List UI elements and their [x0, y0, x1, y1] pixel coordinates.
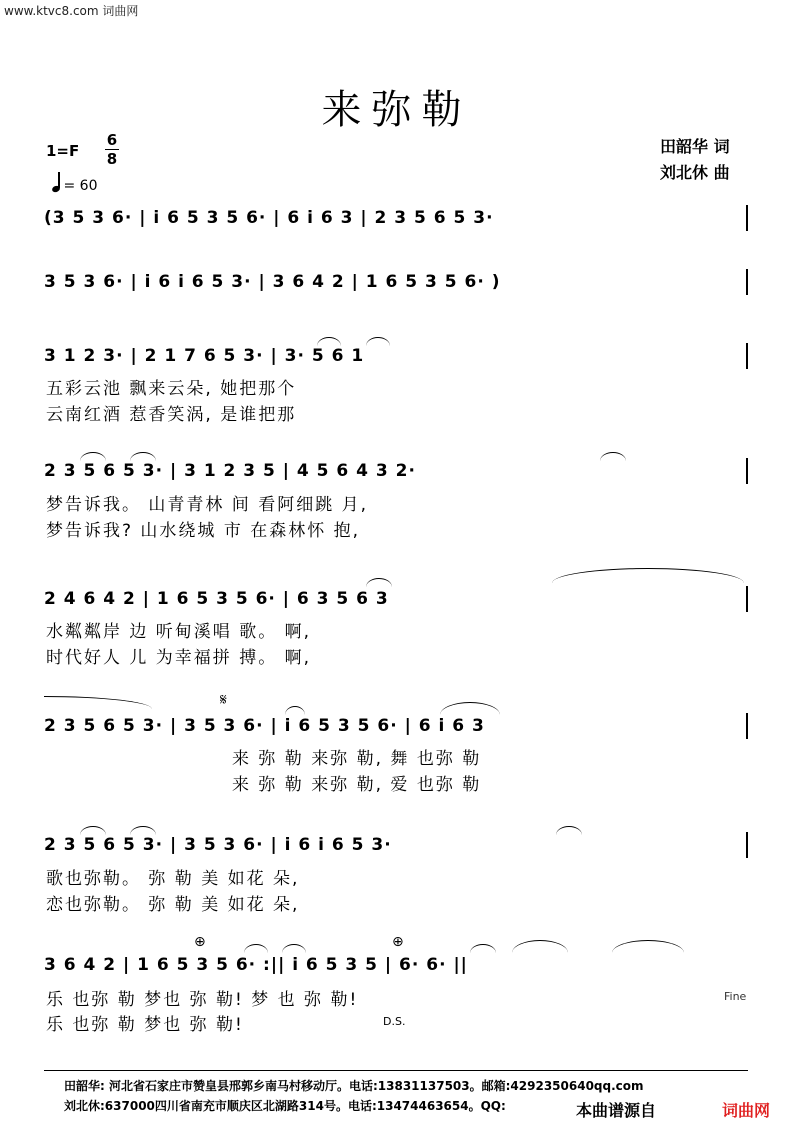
barline [746, 586, 748, 612]
lyric-row-7-verse-2: 恋也弥勒。 弥 勒 美 如花 朵, [46, 895, 300, 915]
fine-marking: Fine [724, 990, 747, 1003]
tempo-value: = 60 [63, 178, 98, 194]
notation-row-5: 2 4 6 4 2 | 1 6 5 3 5 6· | 6 3 5 6 3 [44, 589, 389, 609]
slur [366, 578, 392, 587]
lyric-row-7-verse-1: 歌也弥勒。 弥 勒 美 如花 朵, [46, 869, 300, 889]
slur [552, 568, 744, 583]
footer-divider [44, 1070, 748, 1071]
segno-icon: 𝄋 [220, 690, 227, 709]
lyric-row-5-verse-1: 水粼粼岸 边 听甸溪唱 歌。 啊, [46, 622, 312, 642]
notation-row-2: 3 5 3 6· | i 6 i 6 5 3· | 3 6 4 2 | 1 6 5 3 5 6· ) [44, 272, 501, 292]
barline [746, 269, 748, 295]
slur [80, 826, 106, 835]
footer-composer-contact: 刘北休:637000四川省南充市顺庆区北湖路314号。电话:13474463654。QQ: [64, 1099, 506, 1113]
lyric-row-6-verse-2: 来 弥 勒 来弥 勒, 爱 也弥 勒 [232, 775, 482, 795]
slur [80, 452, 106, 461]
meter-top: 6 [106, 131, 118, 149]
barline [746, 832, 748, 858]
notation-row-4: 2 3 5 6 5 3· | 3 1 2 3 5 | 4 5 6 4 3 2· [44, 461, 416, 481]
notation-row-6: 2 3 5 6 5 3· | 3 5 3 6· | i 6 5 3 5 6· | 6 i 6 3 [44, 716, 485, 736]
meter-bottom: 8 [106, 150, 118, 168]
time-signature [105, 132, 119, 167]
tempo-marking [52, 174, 98, 194]
footer-lyricist-contact: 田韶华: 河北省石家庄市赞皇县邢郭乡南马村移动厅。电话:13831137503。邮箱:4292350640qq.com [64, 1079, 644, 1093]
notation-row-7: 2 3 5 6 5 3· | 3 5 3 6· | i 6 i 6 5 3· [44, 835, 392, 855]
source-label: 本曲谱源自 [576, 1101, 657, 1120]
coda-icon: ⊕ [392, 934, 404, 950]
slur [130, 826, 156, 835]
notation-row-1: (3 5 3 6· | i 6 5 3 5 6· | 6 i 6 3 | 2 3 5 6 5 3· [44, 208, 494, 228]
coda-icon: ⊕ [194, 934, 206, 950]
notation-row-8: 3 6 4 2 | 1 6 5 3 5 6· :|| i 6 5 3 5 | 6· 6· || [44, 955, 468, 975]
watermark: www.ktvc8.com 词曲网 [4, 4, 139, 18]
key-signature: 1=F [46, 142, 80, 160]
slur [285, 706, 305, 715]
slur [612, 940, 684, 953]
barline [746, 205, 748, 231]
lyric-row-8-verse-2: 乐 也弥 勒 梦也 弥 勒! [46, 1015, 244, 1035]
lyric-row-4-verse-2: 梦告诉我? 山水绕城 市 在森林怀 抱, [46, 521, 361, 541]
barline [746, 713, 748, 739]
lyric-row-6-verse-1: 来 弥 勒 来弥 勒, 舞 也弥 勒 [232, 749, 482, 769]
barline [746, 458, 748, 484]
slur [600, 452, 626, 461]
slur [512, 940, 568, 953]
page-title: 来弥勒 [321, 87, 472, 133]
lyric-row-3-verse-1: 五彩云池 飘来云朵, 她把那个 [46, 379, 297, 399]
lyric-row-8-verse-1: 乐 也弥 勒 梦也 弥 勒! 梦 也 弥 勒! [46, 990, 359, 1010]
slur [244, 944, 268, 953]
slur [470, 944, 496, 953]
lyric-row-4-verse-1: 梦告诉我。 山青青林 间 看阿细跳 月, [46, 495, 369, 515]
slur [282, 944, 306, 953]
notation-row-3: 3 1 2 3· | 2 1 7 6 5 3· | 3· 5 6 1 [44, 346, 365, 366]
slur [556, 826, 582, 835]
barline [746, 343, 748, 369]
slur [440, 702, 500, 715]
slur [44, 696, 152, 709]
lyricist: 田韶华 词 [660, 137, 730, 156]
slur [130, 452, 156, 461]
slur [317, 337, 341, 346]
ds-marking: D.S. [383, 1015, 406, 1028]
slur [366, 337, 390, 346]
lyric-row-3-verse-2: 云南红酒 惹香笑涡, 是谁把那 [46, 405, 297, 425]
lyric-row-5-verse-2: 时代好人 儿 为幸福拼 搏。 啊, [46, 648, 312, 668]
composer: 刘北休 曲 [660, 163, 730, 182]
brand-logo[interactable]: 词曲网 [722, 1101, 771, 1120]
